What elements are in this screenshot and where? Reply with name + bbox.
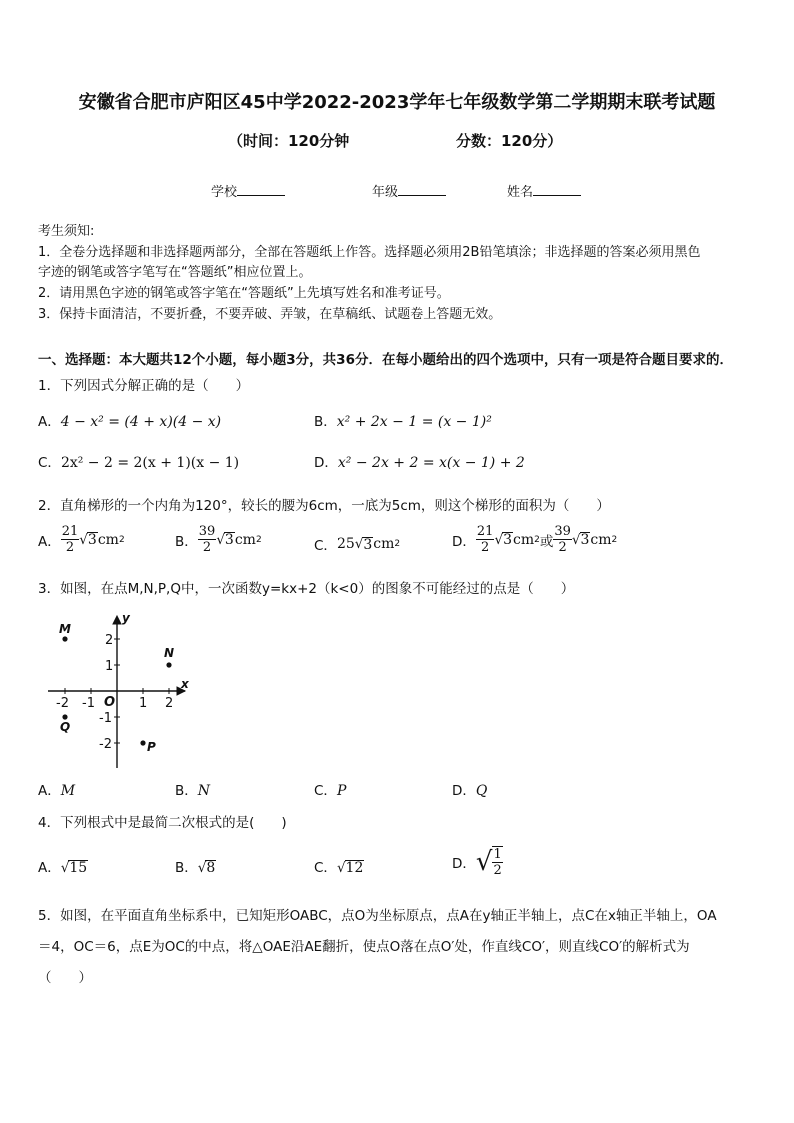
q1-option-d-text: x² − 2x + 2 = x(x − 1) + 2 [337,455,525,471]
q2-option-b: B． $\frac{39}{2}$ √ 3 cm 2 [175,524,262,555]
notice-item-3: 3．保持卡面清洁，不要折叠，不要弄破、弄皱，在草稿纸、试题卷上答题无效。 [38,307,502,322]
q3-option-a: A．M [38,783,76,799]
q2-option-c: C． 25 √ 3 cm 2 [314,536,401,554]
y-tick-label: -2 [99,737,112,752]
q2-option-d: D． $\frac{21}{2}$ √ 3 cm 2 或 $\frac{39}{2}$ √ 3 cm 2 [452,524,618,555]
notice-heading: 考生须知: [38,224,95,239]
point-label-p: P [147,740,156,754]
grade-label: 年级 [372,185,399,200]
notice-item-2: 2．请用黑色字迹的钢笔或答字笔在“答题纸”上先填写姓名和准考证号。 [38,286,450,301]
q1-option-b-text: x² + 2x − 1 = (x − 1)² [336,414,492,430]
q5-answer-blank: （ ） [38,970,92,986]
q1-stem: 1．下列因式分解正确的是（ ） [38,378,250,394]
q4-option-c: C．√12 [314,860,364,876]
school-label: 学校 [211,185,238,200]
name-label: 姓名 [507,185,534,200]
q1-option-d: D．x² − 2x + 2 = x(x − 1) + 2 [314,455,525,471]
q4-option-d: D． √ $\frac{1}{2}$ [452,847,502,878]
x-tick-label: 1 [139,696,148,711]
q1-option-b: B．x² + 2x − 1 = (x − 1)² [314,414,492,430]
y-tick-label: 2 [105,633,114,648]
school-field [211,181,285,200]
q3-coordinate-figure [40,608,200,773]
point-label-q: Q [60,720,71,734]
q2-stem: 2．直角梯形的一个内角为120°，较长的腰为6cm，一底为5cm，则这个梯形的面积为（ ） [38,498,610,514]
notice-item-1: 1．全卷分选择题和非选择题两部分，全部在答题纸上作答。选择题必须用2B铅笔填涂；非选择题的答案必须用黑色 [38,245,701,260]
q1-option-a: A．4 − x² = (4 + x)(4 − x) [38,414,222,430]
point-q [62,714,67,719]
point-m [62,636,67,641]
name-field [507,181,581,200]
q1-option-a-text: 4 − x² = (4 + x)(4 − x) [60,414,222,430]
name-blank [533,183,581,196]
point-p [140,740,145,745]
q2-option-a: A． $\frac{21}{2}$ √ 3 cm 2 [38,524,125,555]
y-axis-arrow [113,616,121,624]
q1-option-c-text: 2x² − 2 = 2(x + 1)(x − 1) [60,455,240,471]
grade-blank [398,183,446,196]
q3-option-d: D．Q [452,783,488,799]
y-axis-label: y [122,611,130,625]
point-label-m: M [59,622,71,636]
q1-option-c: C．2x² − 2 = 2(x + 1)(x − 1) [38,455,240,471]
section-heading: 一、选择题：本大题共12个小题，每小题3分，共36分．在每小题给出的四个选项中，只有一项是符合题目要求的． [38,352,733,368]
time-limit: （时间：120分钟 [228,132,350,150]
x-tick-label: -1 [82,696,95,711]
y-tick-label: 1 [105,659,114,674]
q3-option-b: B．N [175,783,211,799]
q4-option-a: A．√15 [38,860,88,876]
q3-option-c: C．P [314,783,347,799]
q4-option-b: B．√8 [175,860,216,876]
x-axis-label: x [181,677,189,691]
q3-stem: 3．如图，在点M,N,P,Q中，一次函数y=kx+2（k<0）的图象不可能经过的点是（ ） [38,581,575,597]
q5-line-2: ＝4，OC＝6，点E为OC的中点，将△OAE沿AE翻折，使点O落在点O′处，作直线CO′，则直线CO′的解析式为 [38,939,690,955]
origin-label: O [104,695,116,710]
total-score: 分数：120分） [456,132,563,150]
q4-stem: 4．下列根式中是最简二次根式的是( ) [38,815,287,831]
y-tick-label: -1 [99,711,112,726]
notice-item-1-cont: 字迹的钢笔或答字笔写在“答题纸”相应位置上。 [38,265,312,280]
x-tick-label: 2 [165,696,174,711]
q5-line-1: 5．如图，在平面直角坐标系中，已知矩形OABC，点O为坐标原点，点A在y轴正半轴上，点C在x轴正半轴上，OA [38,908,717,924]
point-n [166,662,171,667]
q2-option-b-fraction: $\frac{39}{2}$ [198,524,216,555]
school-blank [237,183,285,196]
point-label-n: N [164,646,175,660]
x-tick-label: -2 [56,696,69,711]
grade-field [372,181,446,200]
exam-title: 安徽省合肥市庐阳区45中学2022-2023学年七年级数学第二学期期末联考试题 [78,92,716,113]
q2-option-a-fraction: $\frac{21}{2}$ [61,524,79,555]
